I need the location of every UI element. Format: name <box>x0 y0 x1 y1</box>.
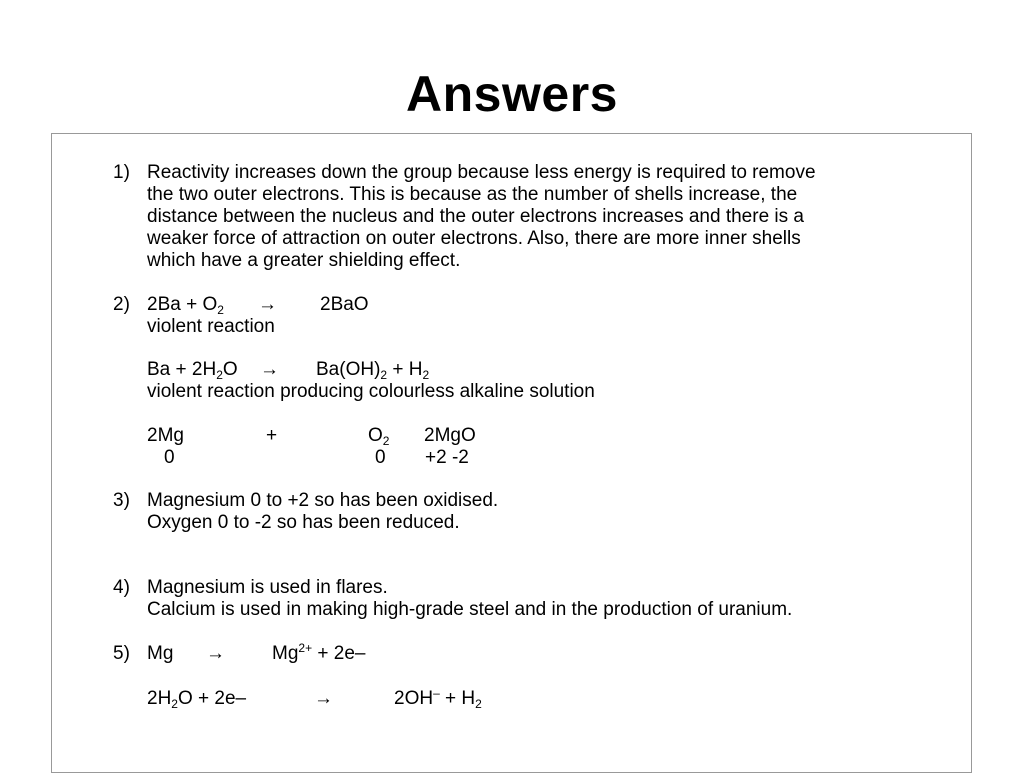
equation-barium-water-reactants: $Ba + 2H_2O$ <box>147 359 238 382</box>
equation-plus: + <box>266 425 278 446</box>
answer-4-number: 4) <box>113 577 130 598</box>
equation-mg-oxidation-products: $Mg^{2+} + 2e-$ <box>272 641 366 664</box>
ox-state-oxygen: 0 <box>375 447 386 468</box>
equation-mg-oxidation-reactant: Mg <box>147 643 174 664</box>
equation-mgo-product: 2MgO <box>424 425 476 446</box>
answer-3-line-2: Oxygen 0 to -2 so has been reduced. <box>147 512 460 533</box>
arrow-icon: → <box>314 688 333 709</box>
note-alkaline-solution: violent reaction producing colourless alkaline solution <box>147 381 595 402</box>
answer-3-line-1: Magnesium 0 to +2 so has been oxidised. <box>147 490 499 511</box>
answer-4-line-2: Calcium is used in making high-grade steel and in the production of uranium. <box>147 599 793 620</box>
equation-barium-oxygen-product: 2BaO <box>320 294 369 315</box>
equation-barium-water-products: $Ba(OH)_2 + H_2$ <box>316 359 430 382</box>
equation-water-reduction-products: $2OH^- + H_2$ <box>394 686 482 711</box>
answer-1-line-3: distance between the nucleus and the outer electrons increases and there is a <box>147 206 804 227</box>
answer-5-number: 5) <box>113 643 130 664</box>
arrow-icon: → <box>258 294 277 315</box>
equation-oxygen: $O_2$ <box>368 425 390 448</box>
answer-1-line-5: which have a greater shielding effect. <box>147 250 461 271</box>
answer-1-line-4: weaker force of attraction on outer electrons. Also, there are more inner shells <box>147 228 801 249</box>
equation-mg-reactant: 2Mg <box>147 425 184 446</box>
slide-title: Answers <box>406 66 618 122</box>
arrow-icon: → <box>206 643 225 664</box>
answer-3-number: 3) <box>113 490 130 511</box>
equation-water-reduction-reactants: $2H_2O + 2e-$ <box>147 688 247 711</box>
equation-barium-oxygen-reactants: $2Ba + O_2$ <box>147 294 224 317</box>
answer-4-line-1: Magnesium is used in flares. <box>147 577 388 598</box>
arrow-icon: → <box>260 359 279 380</box>
answer-1-number: 1) <box>113 162 130 183</box>
answer-1-line-1: Reactivity increases down the group because less energy is required to remove <box>147 162 816 183</box>
answer-2-number: 2) <box>113 294 130 315</box>
ox-state-mg: 0 <box>164 447 175 468</box>
answer-1-line-2: the two outer electrons. This is because as the number of shells increase, the <box>147 184 798 205</box>
note-violent-reaction: violent reaction <box>147 316 275 337</box>
ox-state-mgo: +2 -2 <box>425 447 469 468</box>
